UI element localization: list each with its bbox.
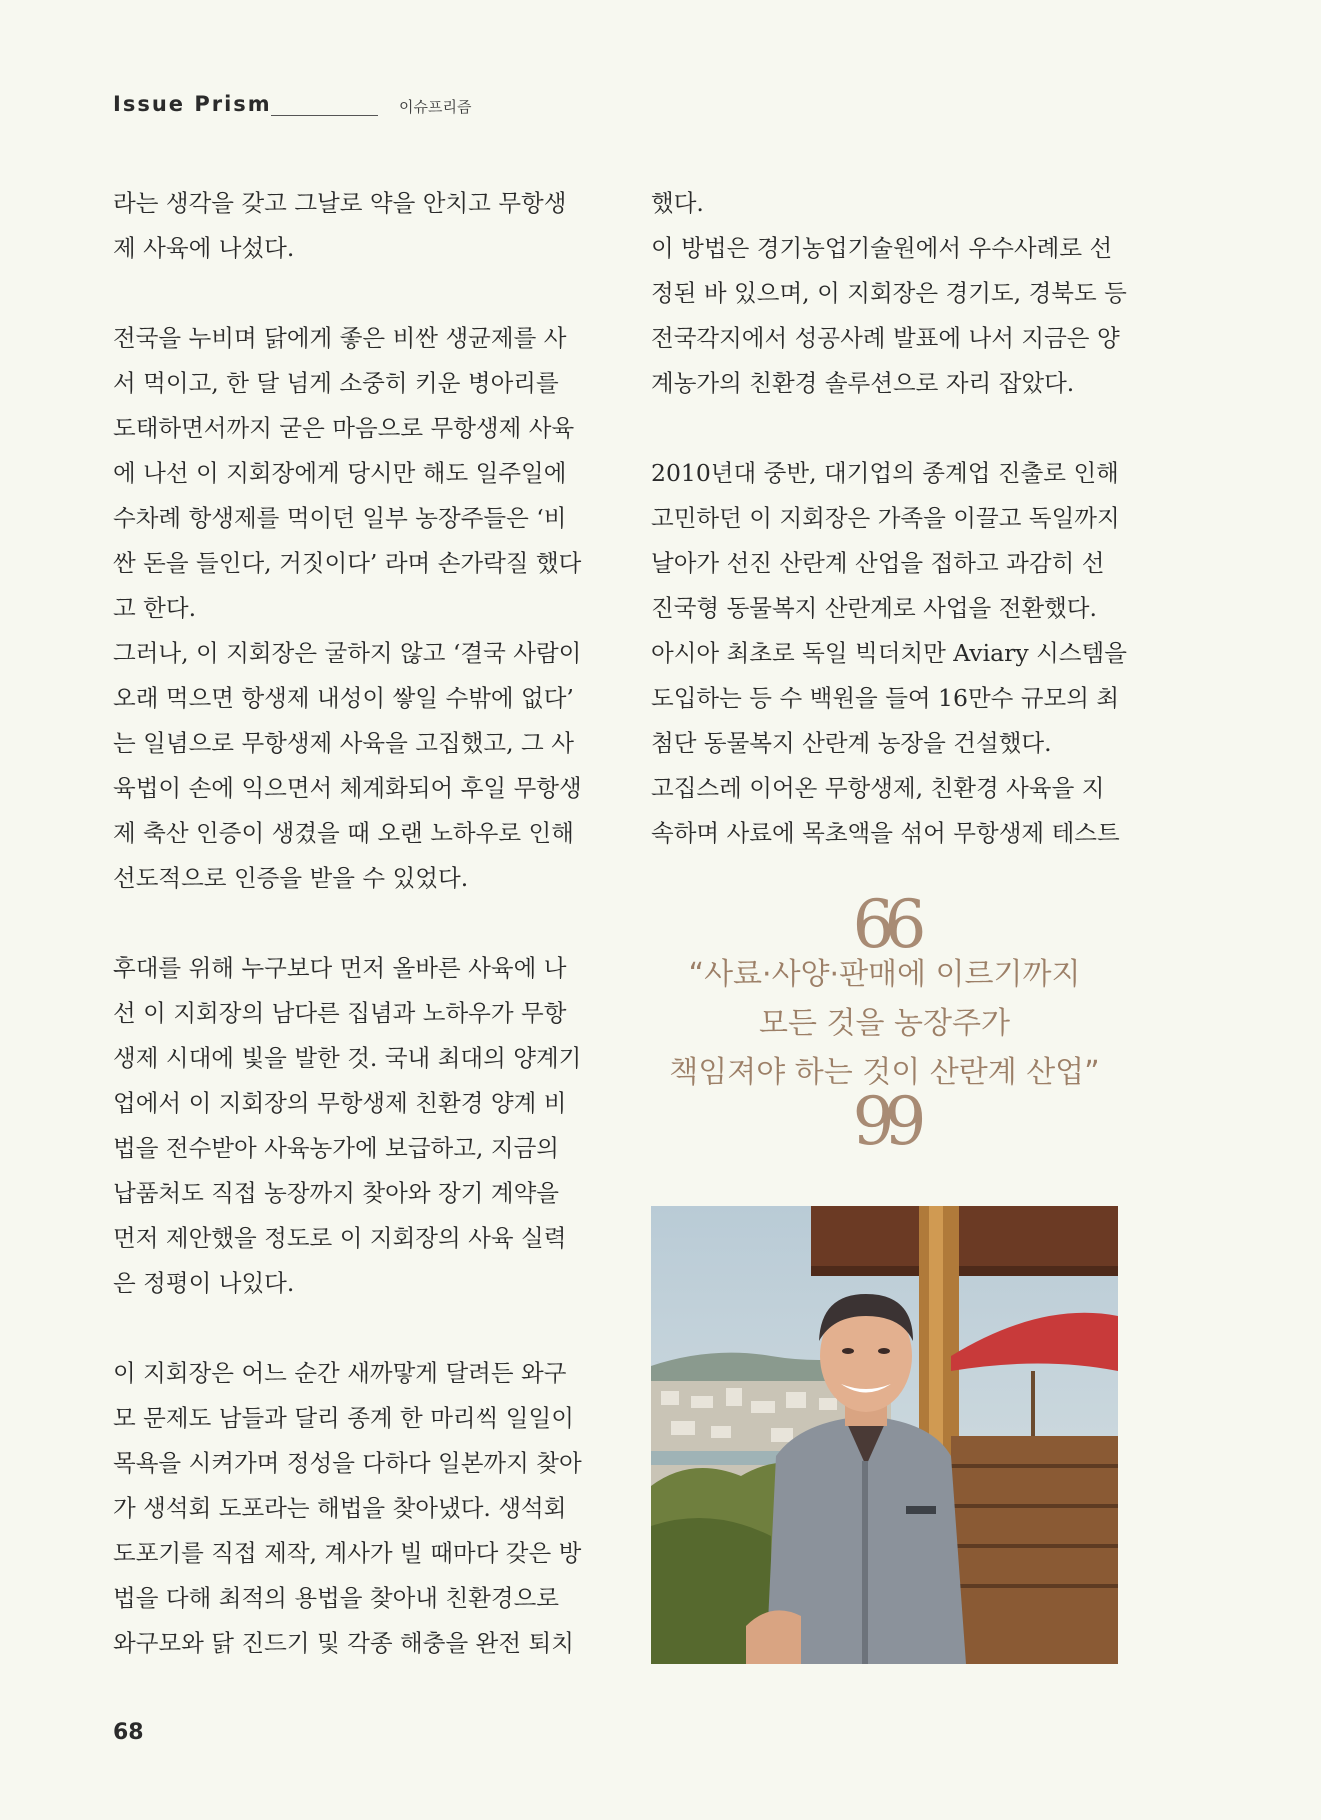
paragraph-line: 정된 바 있으며, 이 지회장은 경기도, 경북도 등 — [651, 279, 1127, 307]
paragraph-line: 법을 전수받아 사육농가에 보급하고, 지금의 — [113, 1134, 559, 1162]
paragraph-line: 진국형 동물복지 산란계로 사업을 전환했다. — [651, 594, 1097, 622]
paragraph-line: 그러나, 이 지회장은 굴하지 않고 ‘결국 사람이 — [113, 639, 582, 667]
paragraph-gap — [113, 271, 583, 316]
paragraph-gap — [113, 1306, 583, 1351]
paragraph-line: 납품처도 직접 농장까지 찾아와 장기 계약을 — [113, 1179, 559, 1207]
close-quote-icon: 99 — [852, 1083, 917, 1160]
paragraph-line: 속하며 사료에 목초액을 섞어 무항생제 테스트 — [651, 819, 1120, 847]
paragraph-gap — [651, 406, 1121, 451]
magazine-section-title: Issue Prism — [113, 92, 272, 116]
paragraph-line: 는 일념으로 무항생제 사육을 고집했고, 그 사 — [113, 729, 574, 757]
paragraph-line: 목욕을 시켜가며 정성을 다하다 일본까지 찾아 — [113, 1449, 582, 1477]
pull-quote-line: “사료·사양·판매에 이르기까지 — [688, 957, 1081, 992]
header-divider — [271, 115, 378, 116]
section-subtitle: 이슈프리즘 — [399, 98, 472, 116]
paragraph-line: 라는 생각을 갖고 그날로 약을 안치고 무항생 — [113, 189, 567, 217]
paragraph-line: 후대를 위해 누구보다 먼저 올바른 사육에 나 — [113, 954, 567, 982]
pull-quote — [651, 886, 1118, 1160]
paragraph-line: 은 정평이 나있다. — [113, 1269, 295, 1297]
paragraph-line: 생제 시대에 빛을 발한 것. 국내 최대의 양계기 — [113, 1044, 582, 1072]
right-text-column — [651, 181, 1127, 856]
paragraph-line: 2010년대 중반, 대기업의 종계업 진출로 인해 — [651, 459, 1119, 487]
paragraph-line: 먼저 제안했을 정도로 이 지회장의 사육 실력 — [113, 1224, 567, 1252]
paragraph-line: 도입하는 등 수 백원을 들여 16만수 규모의 최 — [651, 684, 1120, 712]
paragraph-line: 고집스레 이어온 무항생제, 친환경 사육을 지 — [651, 774, 1105, 802]
pull-quote-line: 책임져야 하는 것이 산란계 산업” — [669, 1055, 1100, 1090]
paragraph-line: 고민하던 이 지회장은 가족을 이끌고 독일까지 — [651, 504, 1120, 532]
paragraph-line: 날아가 선진 산란계 산업을 접하고 과감히 선 — [651, 549, 1105, 577]
page-number: 68 — [113, 1720, 144, 1745]
paragraph-line: 업에서 이 지회장의 무항생제 친환경 양계 비 — [113, 1089, 567, 1117]
paragraph-line: 전국을 누비며 닭에게 좋은 비싼 생균제를 사 — [113, 324, 567, 352]
paragraph-line: 고 한다. — [113, 594, 197, 622]
paragraph-line: 제 축산 인증이 생겼을 때 오랜 노하우로 인해 — [113, 819, 574, 847]
left-text-column — [113, 181, 583, 1666]
paragraph-line: 법을 다해 최적의 용법을 찾아내 친환경으로 — [113, 1584, 559, 1612]
paragraph-line: 아시아 최초로 독일 빅더치만 Aviary 시스템을 — [651, 639, 1127, 667]
open-quote-icon: 66 — [852, 886, 917, 963]
paragraph-line: 에 나선 이 지회장에게 당시만 해도 일주일에 — [113, 459, 567, 487]
paragraph-line: 첨단 동물복지 산란계 농장을 건설했다. — [651, 729, 1052, 757]
paragraph-line: 도포기를 직접 제작, 계사가 빌 때마다 갖은 방 — [113, 1539, 582, 1567]
paragraph-line: 이 방법은 경기농업기술원에서 우수사례로 선 — [651, 234, 1113, 262]
paragraph-line: 이 지회장은 어느 순간 새까맣게 달려든 와구 — [113, 1359, 567, 1387]
paragraph-line: 했다. — [651, 189, 704, 217]
paragraph-line: 수차례 항생제를 먹이던 일부 농장주들은 ‘비 — [113, 504, 567, 532]
paragraph-line: 서 먹이고, 한 달 넘게 소중히 키운 병아리를 — [113, 369, 559, 397]
paragraph-gap — [113, 901, 583, 946]
paragraph-line: 전국각지에서 성공사례 발표에 나서 지금은 양 — [651, 324, 1120, 352]
paragraph-line: 가 생석회 도포라는 해법을 찾아냈다. 생석회 — [113, 1494, 567, 1522]
paragraph-line: 선 이 지회장의 남다른 집념과 노하우가 무항 — [113, 999, 567, 1027]
paragraph-line: 와구모와 닭 진드기 및 각종 해충을 완전 퇴치 — [113, 1629, 574, 1657]
paragraph-line: 육법이 손에 익으면서 체계화되어 후일 무항생 — [113, 774, 582, 802]
paragraph-line: 선도적으로 인증을 받을 수 있었다. — [113, 864, 469, 892]
photo-illustration — [651, 1206, 1118, 1664]
paragraph-line: 모 문제도 남들과 달리 종계 한 마리씩 일일이 — [113, 1404, 574, 1432]
paragraph-line: 제 사육에 나섰다. — [113, 234, 295, 262]
farmer-portrait-photo — [651, 1206, 1118, 1664]
paragraph-line: 싼 돈을 들인다, 거짓이다’ 라며 손가락질 했다 — [113, 549, 582, 577]
paragraph-line: 오래 먹으면 항생제 내성이 쌓일 수밖에 없다’ — [113, 684, 574, 712]
paragraph-line: 도태하면서까지 굳은 마음으로 무항생제 사육 — [113, 414, 575, 442]
pull-quote-line: 모든 것을 농장주가 — [759, 1006, 1010, 1041]
paragraph-line: 계농가의 친환경 솔루션으로 자리 잡았다. — [651, 369, 1075, 397]
